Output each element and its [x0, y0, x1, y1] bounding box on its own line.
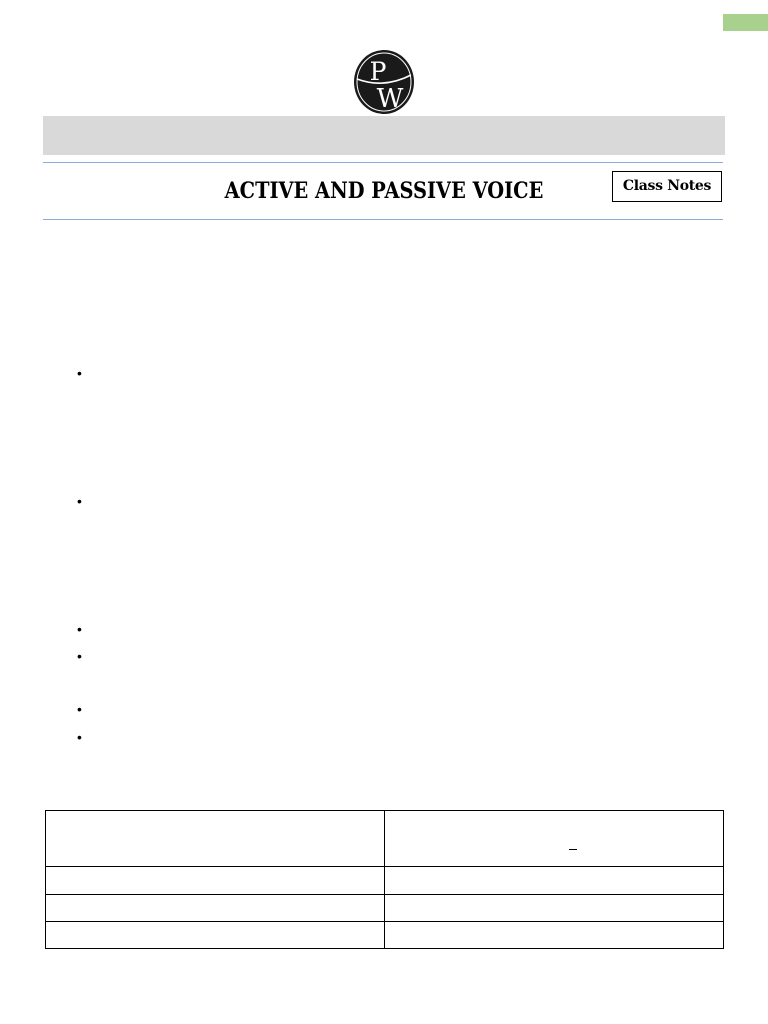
table-row — [46, 921, 724, 948]
class-notes-badge: Class Notes — [612, 171, 722, 202]
page-title: ACTIVE AND PASSIVE VOICE — [224, 178, 544, 204]
table-cell — [385, 867, 724, 894]
table-cell — [385, 811, 724, 867]
header-band — [43, 116, 725, 155]
table-cell — [46, 921, 385, 948]
list-bullet: • — [77, 701, 82, 717]
list-bullet: • — [77, 621, 82, 637]
table-cell — [46, 867, 385, 894]
table-cell — [46, 811, 385, 867]
table-cell — [385, 894, 724, 921]
table-cell — [46, 894, 385, 921]
list-bullet: • — [77, 493, 82, 509]
list-bullet: • — [77, 648, 82, 664]
title-rule-bottom — [43, 219, 723, 220]
svg-text:W: W — [376, 84, 404, 114]
table-header-row — [46, 811, 724, 867]
title-rule-top — [43, 162, 723, 163]
table-row — [46, 867, 724, 894]
pw-logo-icon — [353, 49, 415, 115]
corner-tab — [723, 14, 768, 31]
svg-text:P: P — [369, 57, 387, 86]
table-dash-mark — [569, 849, 577, 850]
data-table — [45, 810, 724, 949]
list-bullet: • — [77, 729, 82, 745]
table-row — [46, 894, 724, 921]
table-cell — [385, 921, 724, 948]
list-bullet: • — [77, 365, 82, 381]
